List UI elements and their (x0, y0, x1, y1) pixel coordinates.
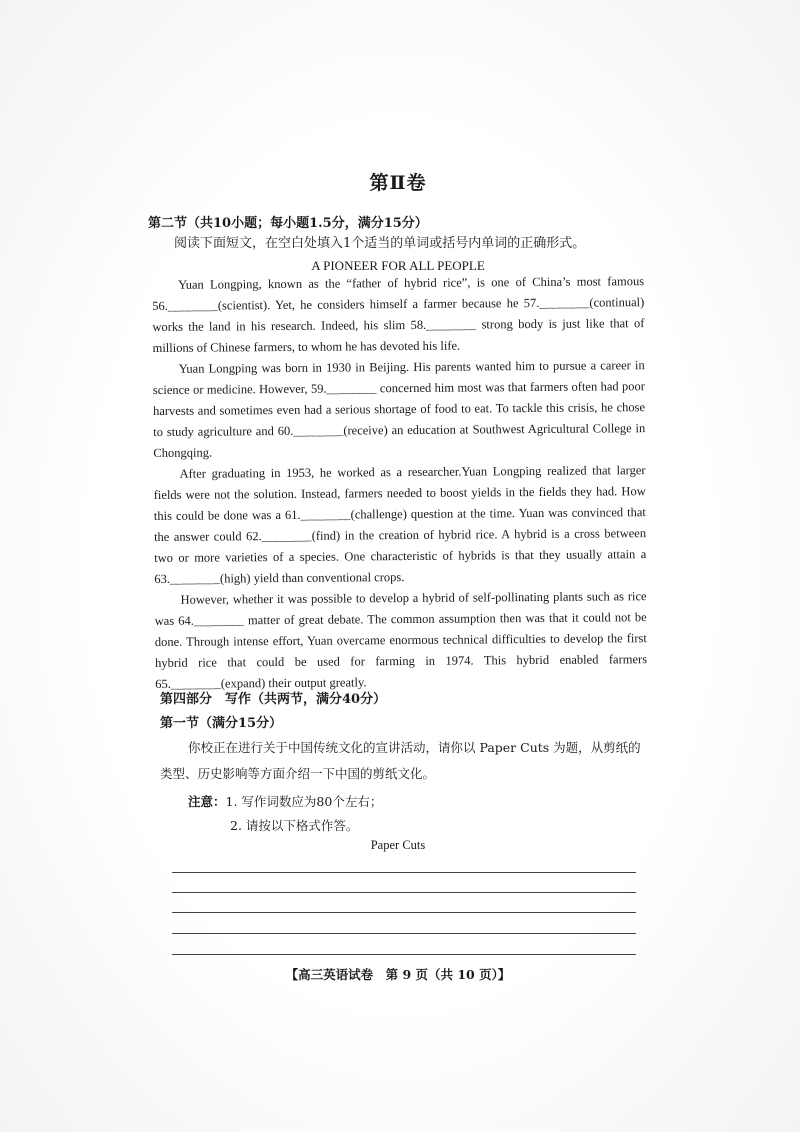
page-footer: 【高三英语试卷 第 9 页（共 10 页）】 (285, 967, 511, 982)
page-title: 第Ⅱ卷 (369, 172, 427, 194)
instruction-text: 阅读下面短文，在空白处填入1个适当的单词或括号内单词的正确形式。 (174, 236, 586, 251)
essay-title: Paper Cuts (370, 838, 426, 852)
note-label: 注意： (188, 794, 226, 809)
passage-title: A PIONEER FOR ALL PEOPLE (311, 258, 485, 273)
answer-line (172, 892, 636, 893)
section1-header: 第一节（满分15分） (160, 716, 283, 731)
answer-line (172, 933, 636, 934)
note-item-2: 2. 请按以下格式作答。 (230, 818, 359, 833)
passage-paragraph-1: Yuan Longping, known as the “father of hybrid rice”, is one of China’s most famous 56.________(scientist). Yet, he considers himself a farmer because he 57.________(continual) works the land in his research. Indeed, his slim 58.________ strong body is just like that of millions of Chinese farmers, to whom he has devoted his life. (152, 274, 645, 355)
part4-header: 第四部分 写作（共两节，满分40分） (160, 692, 387, 707)
note-item-1: 1. 写作词数应为80个左右； (225, 794, 383, 809)
note-line-1 (188, 792, 382, 810)
section-header: 第二节（共10小题；每小题1.5分，满分15分） (148, 216, 428, 231)
answer-line (172, 912, 636, 913)
answer-line (172, 872, 636, 873)
passage-paragraph-3: After graduating in 1953, he worked as a researcher.Yuan Longping realized that larger fields were not the solution. Instead, farmers needed to boost yields in the fields they had. How this could be done was a 61.________(challenge) question at the time. Yuan was convinced that the answer could 62.________(find) in the creation of hybrid rice. A hybrid is a cross between two or more varieties of a species. One characteristic of hybrids is that they usually attain a 63.________(high) yield than conventional crops. (153, 463, 647, 586)
writing-task: 你校正在进行关于中国传统文化的宣讲活动，请你以 Paper Cuts 为题，从剪纸的类型、历史影响等方面介绍一下中国的剪纸文化。 (160, 740, 641, 781)
answer-line (172, 954, 636, 955)
passage-paragraph-2: Yuan Longping was born in 1930 in Beijing. His parents wanted him to pursue a career in science or medicine. However, 59.________ concerned him most was that farmers often had poor harvests and sometimes even had a serious shortage of food to eat. To tackle this crisis, he chose to study agriculture and 60.________(receive) an education at Southwest Agricultural College in Chongqing. (152, 358, 646, 460)
passage-paragraph-4: However, whether it was possible to develop a hybrid of self-pollinating plants such as rice was 64.________ matter of great debate. The common assumption then was that it could not be done. Through intense effort, Yuan overcame enormous technical difficulties to develop the first hybrid rice that could be used for farming in 1974. This hybrid enabled farmers 65.________(expand) their output greatly. (154, 589, 648, 691)
passage-body (152, 271, 647, 695)
exam-page (148, 150, 648, 1000)
